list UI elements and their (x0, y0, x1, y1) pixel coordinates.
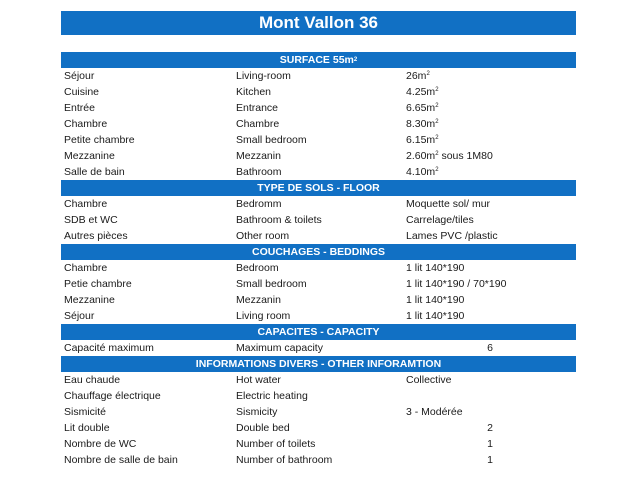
label-en: Entrance (236, 102, 279, 114)
table-row (61, 404, 576, 420)
value: 6 (487, 342, 493, 354)
value: $4.25m^2$ (406, 86, 439, 98)
label-fr: Lit double (64, 422, 110, 434)
label-en: Bathroom (236, 166, 282, 178)
label-fr: Nombre de salle de bain (64, 454, 178, 466)
label-fr: Mezzanine (64, 294, 115, 306)
label-fr: Mezzanine (64, 150, 115, 162)
label-en: Bedroom (236, 262, 279, 274)
page-title: Mont Vallon 36 (61, 11, 576, 35)
table-row (61, 276, 576, 292)
section-header-beddings: COUCHAGES - BEDDINGS (61, 244, 576, 260)
table-row (61, 132, 576, 148)
table-row (61, 196, 576, 212)
table-row (61, 292, 576, 308)
table-row (61, 228, 576, 244)
label-en: Living room (236, 310, 291, 322)
value: 1 lit 140*190 (406, 294, 465, 306)
label-fr: Entrée (64, 102, 95, 114)
label-fr: Capacité maximum (64, 342, 154, 354)
label-en: Mezzanin (236, 150, 281, 162)
section-header-floor: TYPE DE SOLS - FLOOR (61, 180, 576, 196)
value: 1 lit 140*190 / 70*190 (406, 278, 507, 290)
label-en: Number of bathroom (236, 454, 333, 466)
value: $26m^2$ (406, 70, 430, 82)
value: 3 - Modérée (406, 406, 463, 418)
label-en: Kitchen (236, 86, 272, 98)
table-row (61, 116, 576, 132)
label-fr: Séjour (64, 70, 95, 82)
value: Moquette sol/ mur (406, 198, 491, 210)
label-en: Bathroom & toilets (236, 214, 322, 226)
section-header-label: SURFACE 55m (279, 54, 354, 66)
value: Collective (406, 374, 452, 386)
value: $8.30m^2$ (406, 118, 439, 130)
label-fr: Petite chambre (64, 134, 135, 146)
table-row (61, 148, 576, 164)
table-row (61, 372, 576, 388)
table-row (61, 164, 576, 180)
section-header-other-information: INFORMATIONS DIVERS - OTHER INFORAMTION (61, 356, 576, 372)
value: $4.10m^2$ (406, 166, 439, 178)
table-row (61, 308, 576, 324)
table-row (61, 212, 576, 228)
label-fr: Autres pièces (64, 230, 128, 242)
value: 1 (487, 454, 493, 466)
label-fr: Chambre (64, 118, 108, 130)
value: $6.65m^2$ (406, 102, 439, 114)
value: Lames PVC /plastic (406, 230, 498, 242)
label-en: Small bedroom (236, 278, 307, 290)
table-row (61, 68, 576, 84)
table-row (61, 436, 576, 452)
label-en: Number of toilets (236, 438, 316, 450)
label-en: Electric heating (236, 390, 308, 402)
value: 2 (487, 422, 493, 434)
label-fr: Salle de bain (64, 166, 125, 178)
value: 1 lit 140*190 (406, 310, 465, 322)
label-en: Bedromm (236, 198, 282, 210)
label-fr: Petie chambre (64, 278, 132, 290)
label-fr: Sismicité (64, 406, 107, 418)
label-en: Sismicity (236, 406, 278, 418)
table-row (61, 100, 576, 116)
label-fr: Nombre de WC (64, 438, 137, 450)
label-fr: Séjour (64, 310, 95, 322)
label-en: Living-room (236, 70, 291, 82)
label-en: Chambre (236, 118, 280, 130)
label-fr: Chauffage électrique (64, 390, 161, 402)
label-en: Mezzanin (236, 294, 281, 306)
value: 1 (487, 438, 493, 450)
label-fr: Chambre (64, 198, 108, 210)
table-row (61, 340, 576, 356)
label-en: Small bedroom (236, 134, 307, 146)
section-header-capacity: CAPACITES - CAPACITY (61, 324, 576, 340)
label-fr: Chambre (64, 262, 108, 274)
info-table (61, 52, 576, 468)
table-row (61, 452, 576, 468)
label-en: Double bed (236, 422, 290, 434)
value: Carrelage/tiles (406, 214, 474, 226)
label-en: Other room (236, 230, 290, 242)
table-row (61, 260, 576, 276)
label-en: Maximum capacity (236, 342, 323, 354)
label-fr: SDB et WC (64, 214, 118, 226)
label-fr: Eau chaude (64, 374, 121, 386)
table-row (61, 84, 576, 100)
table-row (61, 420, 576, 436)
value: $6.15m^2$ (406, 134, 439, 146)
section-header-surface: SURFACE 55m 2 (61, 52, 576, 68)
label-fr: Cuisine (64, 86, 100, 98)
label-en: Hot water (236, 374, 281, 386)
table-row (61, 388, 576, 404)
value: $2.60m^2$ sous 1M80 (406, 150, 493, 162)
value: 1 lit 140*190 (406, 262, 465, 274)
